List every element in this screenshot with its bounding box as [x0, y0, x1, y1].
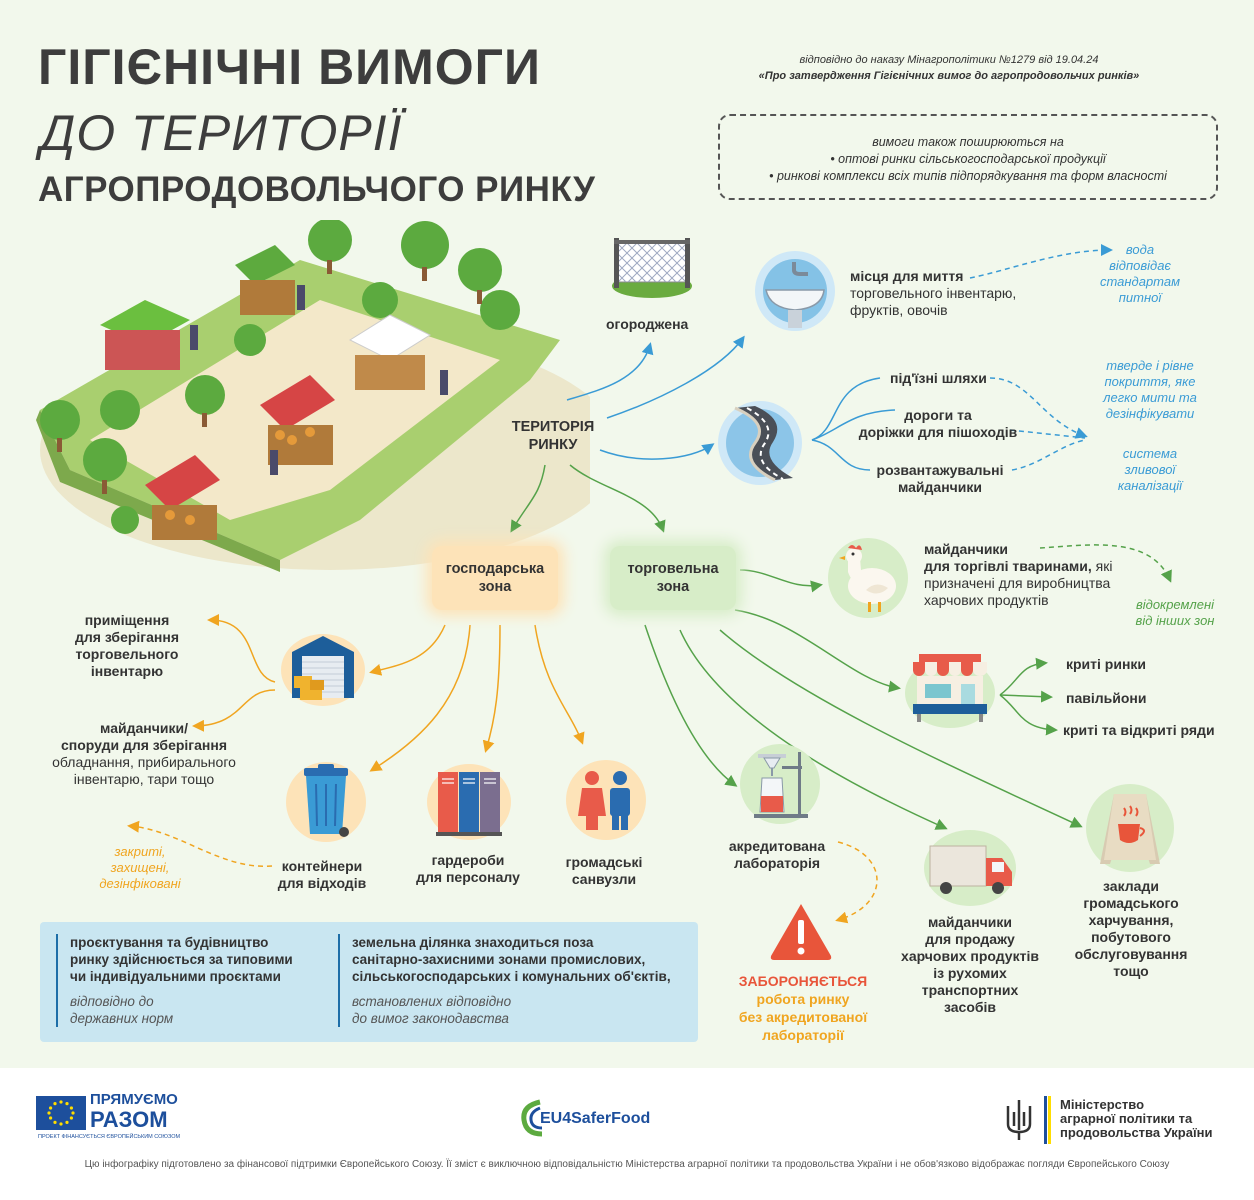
water-note-line-2: відповідає	[1109, 258, 1171, 273]
water-note	[1090, 242, 1190, 306]
catering-line-2: громадського	[1083, 895, 1179, 911]
roads-item-2-line-2: доріжки для пішоходів	[858, 424, 1018, 440]
animals-line-3: призначені для виробництва	[924, 575, 1111, 591]
household-zone-line-2: зона	[478, 579, 512, 595]
market-stall-icon	[905, 648, 995, 728]
surface-note-line-4: дезінфікувати	[1105, 406, 1195, 421]
household-zone-line-1: господарська	[445, 561, 545, 577]
mobile-line-4: із рухомих	[933, 965, 1007, 981]
requirements-col-2-note-2: до вимог законодавства	[352, 1011, 509, 1026]
animals-line-2: для торгівлі тваринами,	[924, 558, 1092, 574]
water-note-line-1: вода	[1125, 242, 1155, 257]
trade-zone	[610, 546, 736, 610]
requirements-col-1	[56, 934, 320, 1027]
washing-line-2: торговельного інвентарю,	[850, 285, 1017, 301]
title-line-1: ГІГІЄНІЧНІ ВИМОГИ	[38, 39, 541, 95]
requirements-col-2-line-2: санітарно-захисними зонами промислових,	[352, 952, 646, 967]
storage-sites-line-3: обладнання, прибирального	[52, 754, 236, 770]
project-logo-text: EU4SaferFood	[540, 1110, 651, 1127]
eu-logo-text	[90, 1092, 178, 1132]
washing-line-3: фруктів, овочів	[850, 302, 948, 318]
fenced-label: огороджена	[606, 316, 689, 332]
reference-line-1: відповідно до наказу Мінагрополітики №1279 від 19.04.24	[799, 54, 1099, 66]
storage-rooms-line-3: торговельного	[75, 646, 179, 662]
ministry-line-1: Міністерство	[1060, 1097, 1145, 1112]
water-note-line-3: стандартам	[1099, 274, 1181, 289]
animals-label	[924, 541, 1112, 609]
lab-label	[722, 838, 832, 872]
storage-rooms-line-1: приміщення	[84, 612, 170, 628]
roads-item-3-line-1: розвантажувальні	[876, 462, 1004, 478]
storage-rooms-label	[60, 612, 194, 680]
center-label-line-2: РИНКУ	[528, 437, 578, 453]
surface-note	[1090, 358, 1210, 422]
warning-icon	[768, 900, 834, 962]
eu-flag-icon	[36, 1096, 86, 1130]
eu-logo-line-2: РАЗОМ	[90, 1107, 168, 1132]
road-icon	[715, 398, 805, 488]
ministry-divider-yellow	[1048, 1096, 1051, 1144]
warning-line-2: робота ринку	[756, 991, 850, 1007]
requirements-col-1-line-3: чи індивідуальними проєктами	[70, 969, 281, 984]
scope-note-item-2: • ринкові комплекси всіх типів підпорядкування та форм власності	[769, 169, 1167, 183]
mobile-line-3: харчових продуктів	[901, 948, 1039, 964]
chicken-icon	[826, 536, 910, 620]
warning-line-3: без акредитованої	[738, 1009, 868, 1025]
requirements-col-1-note-1: відповідно до	[70, 994, 154, 1009]
requirements-box	[40, 922, 698, 1042]
market-type-2: павільйони	[1066, 690, 1147, 706]
toilet-icon	[564, 758, 648, 842]
storage-rooms-line-4: інвентарю	[90, 663, 164, 679]
waste-bin-icon	[284, 760, 368, 844]
catering-line-4: побутового	[1091, 929, 1171, 945]
catering-line-5: обслуговування	[1074, 946, 1188, 962]
drain-note-line-3: каналізації	[1117, 478, 1183, 493]
animals-line-4: харчових продуктів	[924, 592, 1049, 608]
requirements-col-2-line-3: сільськогосподарських і комунальних об'єктів,	[352, 969, 671, 984]
wardrobes-label	[408, 852, 528, 886]
scope-note-intro: вимоги також поширюються на	[872, 135, 1064, 149]
lab-icon	[738, 742, 822, 826]
trade-zone-line-1: торговельна	[627, 561, 719, 577]
title-line-3: АГРОПРОДОВОЛЬЧОГО РИНКУ	[38, 170, 596, 209]
storage-rooms-line-2: для зберігання	[74, 629, 180, 645]
drain-note	[1100, 446, 1200, 494]
roads-item-2	[853, 407, 1023, 441]
washing-label	[850, 268, 1016, 319]
catering-line-6: тощо	[1113, 963, 1149, 979]
drain-note-line-2: зливової	[1124, 462, 1176, 477]
warehouse-icon	[280, 630, 366, 706]
separated-note-line-1: відокремлені	[1135, 597, 1215, 612]
trident-icon	[1004, 1098, 1034, 1142]
lab-line-2: лабораторія	[733, 855, 821, 871]
catering-label	[1064, 878, 1198, 980]
warning-text	[718, 972, 888, 1044]
waste-note-line-1: закриті,	[114, 844, 166, 859]
warning-line-4: лабораторії	[762, 1027, 844, 1043]
water-note-line-4: питної	[1118, 290, 1162, 305]
eu-logo-line-1: ПРЯМУЄМО	[90, 1091, 178, 1108]
washing-line-1: місця для миття	[850, 268, 964, 284]
drain-note-line-1: система	[1122, 446, 1178, 461]
toilets-label	[554, 854, 654, 888]
wardrobes-line-2: для персоналу	[416, 869, 520, 885]
mobile-line-5: транспортних	[921, 982, 1019, 998]
storage-sites-line-4: інвентарю, тари тощо	[73, 771, 215, 787]
requirements-col-2-note-1: встановлених відповідно	[352, 994, 512, 1009]
toilets-line-2: санвузли	[571, 871, 637, 887]
waste-note	[88, 844, 192, 892]
center-label-line-1: ТЕРИТОРІЯ	[511, 419, 595, 435]
fence-icon	[612, 236, 692, 298]
waste-note-line-2: захищені,	[110, 860, 170, 875]
truck-icon	[922, 826, 1018, 908]
ministry-divider-blue	[1044, 1096, 1047, 1144]
wardrobes-line-1: гардероби	[431, 852, 505, 868]
surface-note-line-2: покриття, яке	[1104, 374, 1196, 389]
surface-note-line-1: тверде і рівне	[1106, 358, 1194, 373]
mobile-line-1: майданчики	[927, 914, 1013, 930]
storage-sites-line-2: споруди для зберігання	[60, 737, 227, 753]
household-zone	[432, 546, 558, 610]
requirements-col-2	[338, 934, 692, 1027]
roads-item-1: під'їзні шляхи	[890, 370, 987, 386]
storage-sites-line-1: майданчики/	[100, 720, 188, 736]
eu-logo-small: ПРОЕКТ ФІНАНСУЄТЬСЯ ЄВРОПЕЙСЬКИМ СОЮЗОМ	[38, 1134, 181, 1140]
requirements-col-1-line-1: проєктування та будівництво	[70, 935, 269, 950]
mobile-line-2: для продажу	[925, 931, 1015, 947]
requirements-col-1-line-2: ринку здійснюється за типовими	[70, 952, 293, 967]
title-line-2: ДО ТЕРИТОРІЇ	[40, 105, 403, 161]
mobile-label	[890, 914, 1050, 1016]
surface-note-line-3: легко мити та	[1103, 390, 1197, 405]
locker-icon	[426, 760, 512, 840]
animals-line-2-suffix: які	[1091, 558, 1113, 574]
roads-item-2-line-1: дороги та	[904, 407, 972, 423]
market-type-3: криті та відкриті ряди	[1063, 722, 1215, 738]
requirements-col-1-note-2: державних норм	[70, 1011, 174, 1026]
requirements-col-2-line-1: земельна ділянка знаходиться поза	[352, 935, 594, 950]
mobile-line-6: засобів	[943, 999, 997, 1015]
waste-note-line-3: дезінфіковані	[99, 876, 181, 891]
storage-sites-label	[46, 720, 242, 788]
ministry-line-2: аграрної політики та	[1060, 1111, 1193, 1126]
sink-icon	[752, 248, 838, 334]
animals-line-1: майданчики	[924, 541, 1009, 557]
scope-note-item-1: • оптові ринки сільськогосподарської продукції	[830, 152, 1106, 166]
ministry-logo-text	[1060, 1098, 1212, 1140]
catering-line-3: харчування,	[1088, 912, 1174, 928]
trade-zone-line-2: зона	[656, 579, 690, 595]
disclaimer: Цю інфографіку підготовлено за фінансової підтримки Європейського Союзу. Її зміст є виключною відповідальністю Міністерства аграрної політики та продовольства України і не обов'язково відображає погляди Європейського Союзу	[84, 1159, 1170, 1170]
warning-line-1: ЗАБОРОНЯЄТЬСЯ	[738, 973, 868, 989]
separated-note	[1120, 597, 1230, 629]
catering-line-1: заклади	[1103, 878, 1159, 894]
footer	[0, 1068, 1254, 1200]
reference-line-2: «Про затвердження Гігієнічних вимог до агропродовольчих ринків»	[758, 70, 1140, 82]
waste-line-1: контейнери	[281, 858, 363, 874]
cafe-sign-icon	[1084, 784, 1176, 874]
roads-item-3	[865, 462, 1015, 496]
waste-line-2: для відходів	[277, 875, 367, 891]
toilets-line-1: громадські	[565, 854, 643, 870]
lab-line-1: акредитована	[728, 838, 826, 854]
waste-label	[272, 858, 372, 892]
separated-note-line-2: від інших зон	[1135, 613, 1215, 628]
market-type-1: криті ринки	[1066, 656, 1147, 672]
ministry-line-3: продовольства України	[1060, 1125, 1213, 1140]
roads-item-3-line-2: майданчики	[897, 479, 983, 495]
